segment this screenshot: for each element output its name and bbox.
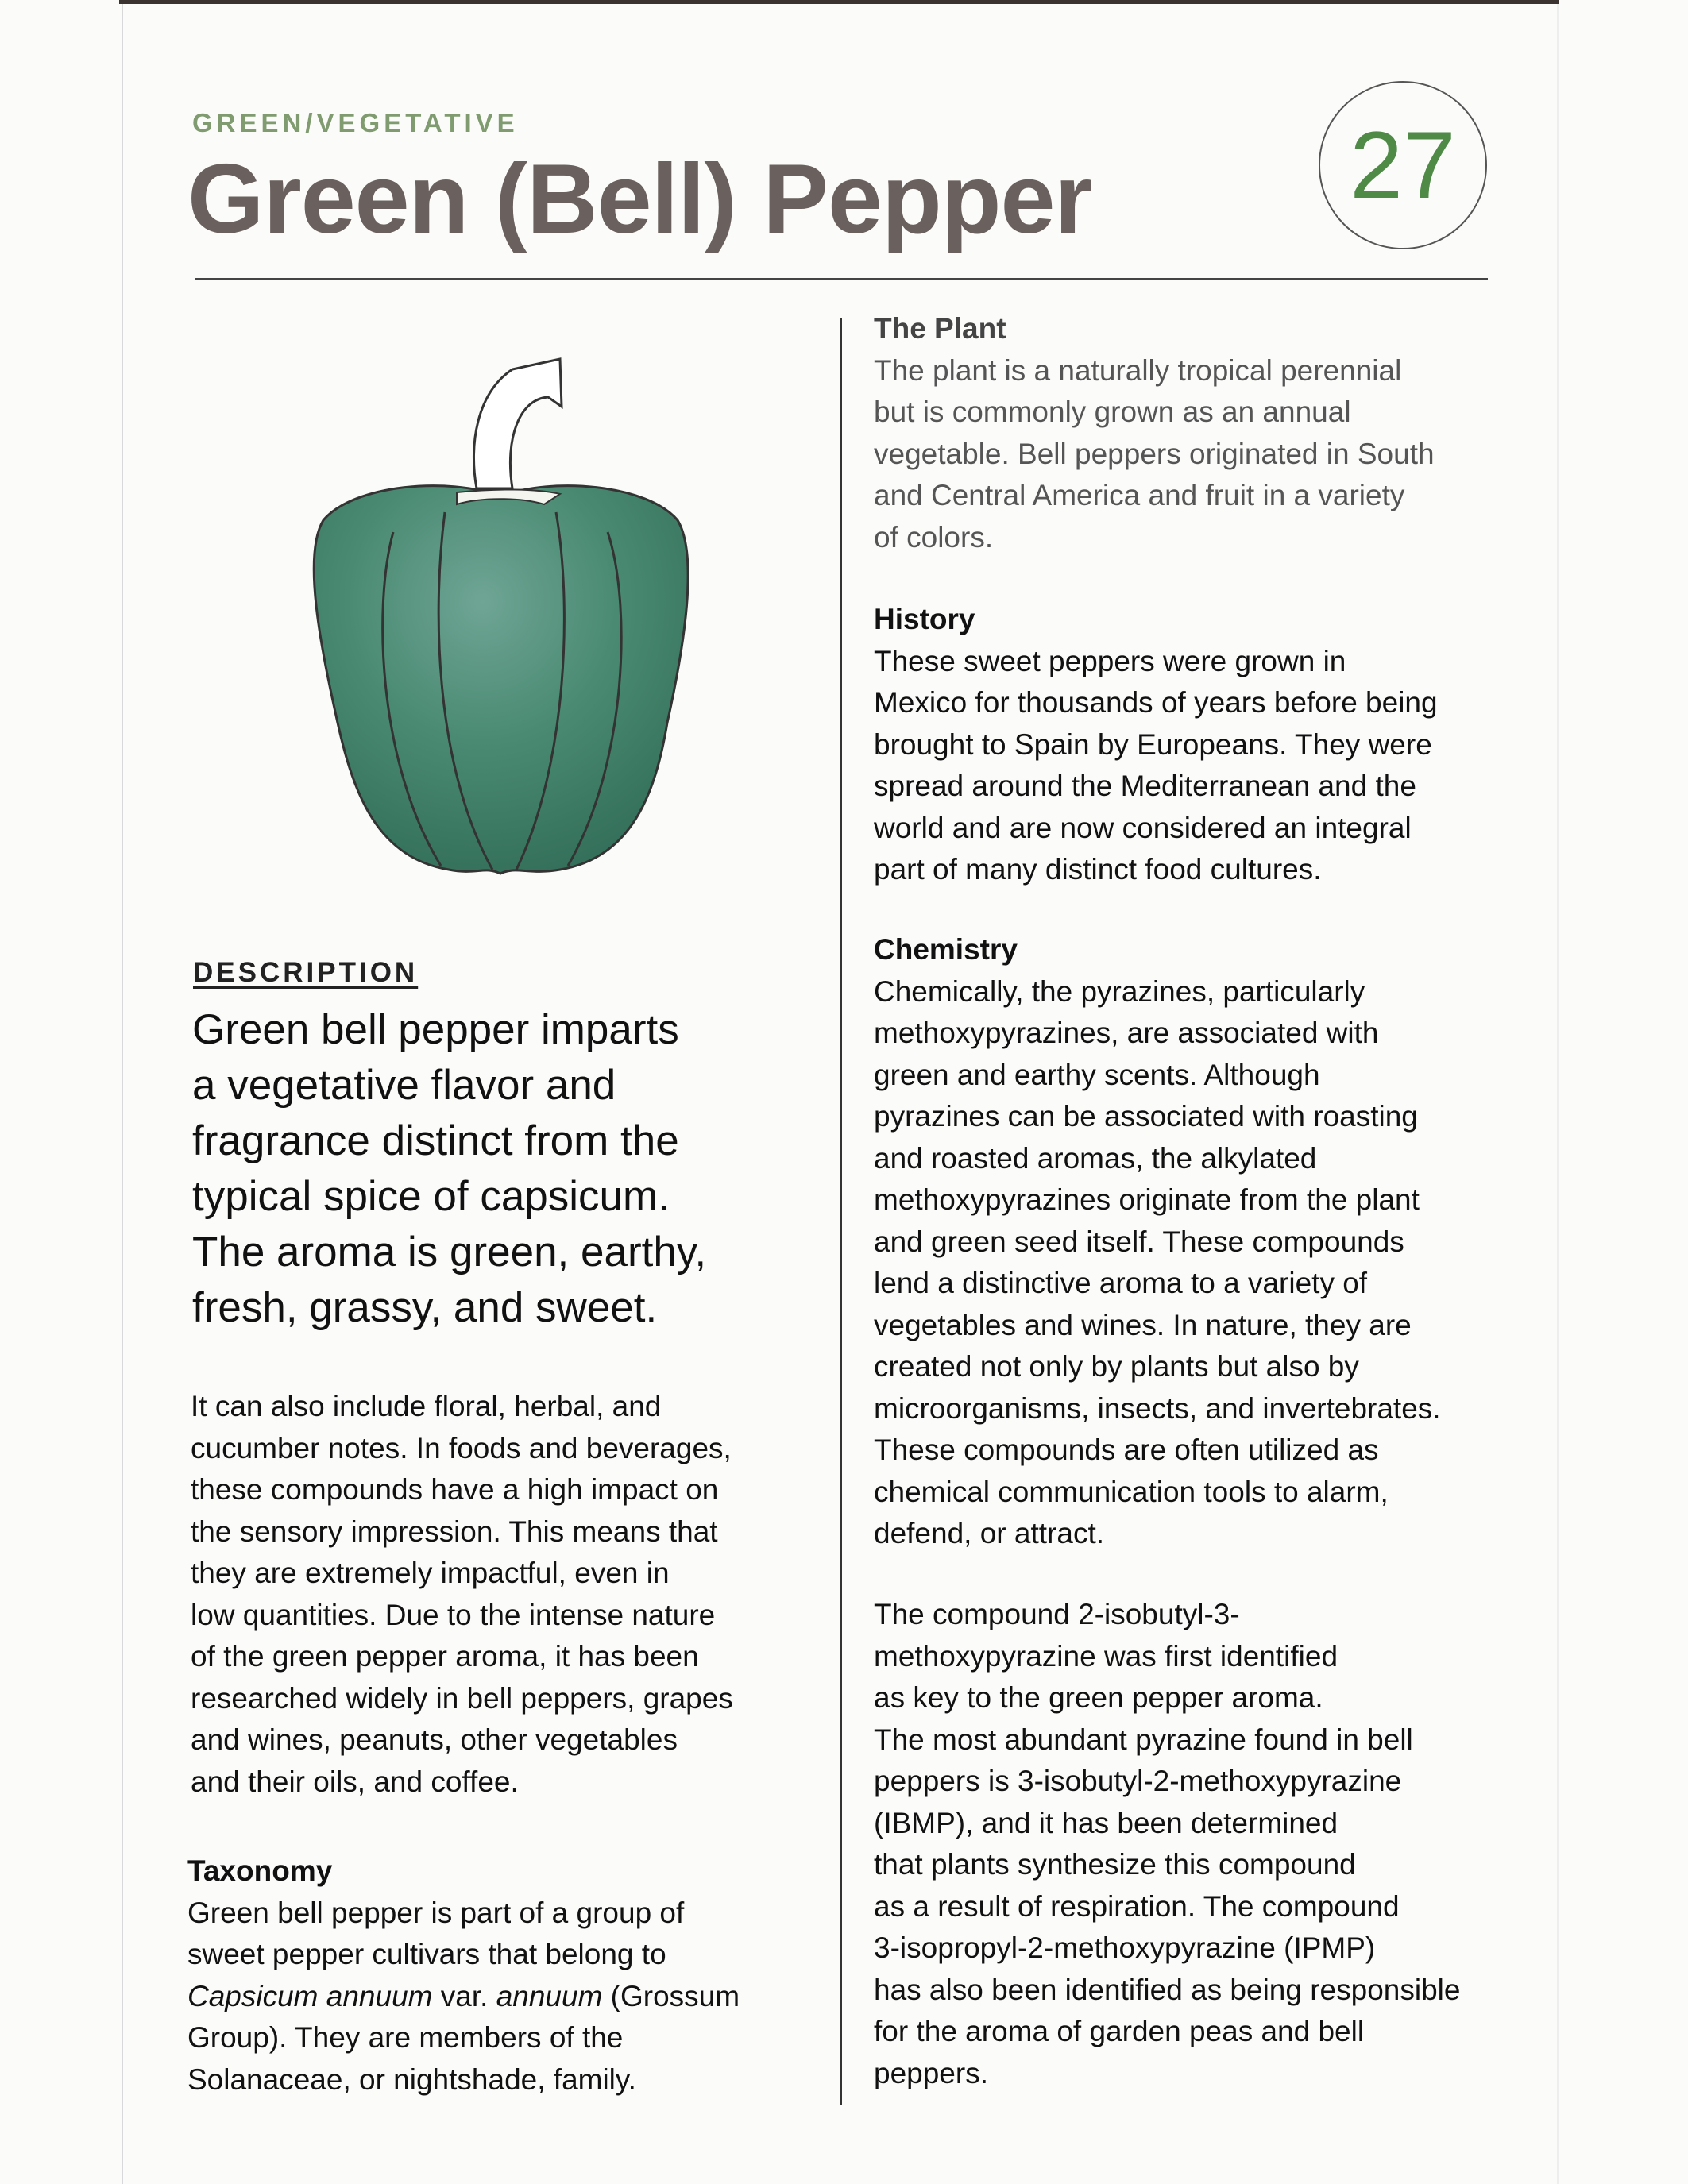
pepper-stem bbox=[473, 359, 562, 488]
column-divider bbox=[840, 318, 842, 2105]
plant-body: The plant is a naturally tropical perennial but is commonly grown as an annual vegetable. Bell peppers originated in South and Central America and fruit in a variety of colors. bbox=[874, 353, 1435, 554]
taxonomy-text: Green bell pepper is part of a group of sweet pepper cultivars that belong to bbox=[187, 1896, 685, 1970]
page-left-edge bbox=[122, 4, 123, 2184]
description-label: DESCRIPTION bbox=[193, 957, 419, 988]
taxonomy-heading: Taxonomy bbox=[187, 1854, 333, 1887]
taxonomy-text: (Grossum Group). They are members of the Solanaceae, or nightshade, family. bbox=[187, 1979, 740, 2096]
chemistry-section bbox=[874, 929, 1525, 1555]
description-body: It can also include floral, herbal, and cucumber notes. In foods and beverages, these compounds have a high impact on the sensory impression. This means that they are extremely impactful, even in low quantities. Due to the intense nature of the green pepper aroma, it has been researched widely in bell peppers, grapes and wines, peanuts, other vegetables and their oils, and coffee. bbox=[191, 1390, 733, 1798]
history-heading: History bbox=[874, 603, 975, 635]
history-section bbox=[874, 599, 1525, 891]
header-rule bbox=[195, 278, 1488, 280]
entry-number: 27 bbox=[1350, 112, 1456, 218]
history-body: These sweet peppers were grown in Mexico for thousands of years before being brought to Spain by Europeans. They were spread around the Mediterranean and the world and are now considered an integral part of many distinct food cultures. bbox=[874, 644, 1438, 886]
entry-number-badge bbox=[1319, 81, 1487, 249]
chemistry-body-compounds: The compound 2-isobutyl-3- methoxypyrazine was first identified as key to the green pepper aroma. The most abundant pyrazine found in bell peppers is 3-isobutyl-2-methoxypyrazine (IBMP), and it has been determined that plants synthesize this compound as a result of respiration. The compound 3-isopropyl-2-methoxypyrazine (IPMP) has also been identified as being responsible for the aroma of garden peas and bell peppers. bbox=[874, 1598, 1461, 2089]
category-label: GREEN/VEGETATIVE bbox=[192, 108, 519, 137]
page-right-edge bbox=[1557, 4, 1559, 2184]
chemistry-heading: Chemistry bbox=[874, 933, 1018, 966]
page-top-edge bbox=[119, 0, 1559, 4]
green-bell-pepper-illustration bbox=[306, 349, 695, 897]
taxonomy-variety: annuum bbox=[496, 1979, 603, 2012]
page-title: Green (Bell) Pepper bbox=[187, 145, 1092, 254]
taxonomy-section bbox=[187, 1850, 839, 2101]
taxonomy-text: var. bbox=[432, 1979, 496, 2012]
pepper-body bbox=[314, 486, 688, 874]
plant-heading: The Plant bbox=[874, 312, 1006, 345]
taxonomy-species: Capsicum annuum bbox=[187, 1979, 433, 2012]
description-lead: Green bell pepper imparts a vegetative flavor and fragrance distinct from the typical spice of capsicum. The aroma is green, earthy, fresh, grassy, and sweet. bbox=[192, 1006, 707, 1331]
plant-section bbox=[874, 308, 1525, 558]
chemistry-body: Chemically, the pyrazines, particularly methoxypyrazines, are associated with green and earthy scents. Although pyrazines can be associated with roasting and roasted aromas, the alkylated methoxypyrazines originate from the plant and green seed itself. These compounds lend a distinctive aroma to a variety of vegetables and wines. In nature, they are created not only by plants but also by microorganisms, insects, and invertebrates. These compounds are often utilized as chemical communication tools to alarm, defend, or attract. bbox=[874, 974, 1441, 1549]
taxonomy-body bbox=[187, 1893, 839, 2101]
